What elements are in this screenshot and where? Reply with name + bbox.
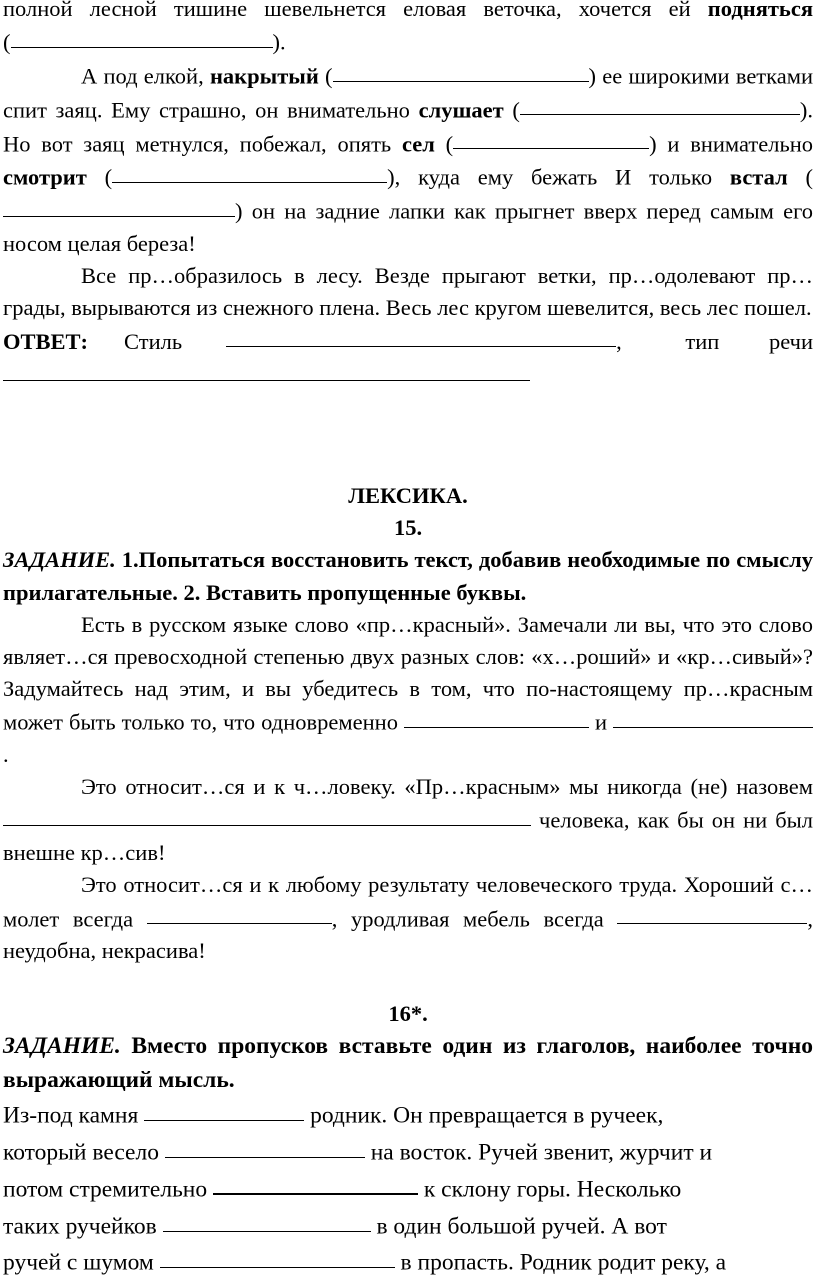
- task-instruction: [3, 544, 813, 608]
- text-run: ручей с шумом: [3, 1250, 160, 1277]
- answer-blank[interactable]: [160, 1242, 395, 1268]
- task-paragraph: [3, 609, 813, 771]
- text-run: .: [3, 742, 9, 768]
- answer-blank[interactable]: [147, 900, 332, 925]
- text-run: (: [318, 63, 333, 89]
- answer-blank[interactable]: [3, 192, 235, 217]
- answer-blank[interactable]: [613, 703, 813, 728]
- text-run: Это относит…ся и к любому результату человеческого труда. Хороший с…молет всегда: [3, 872, 813, 932]
- task-label: ЗАДАНИЕ.: [3, 547, 116, 573]
- task-line: [3, 1097, 813, 1134]
- bold-word: сел: [401, 131, 435, 157]
- task-number: 15.: [393, 515, 423, 541]
- answer-blank[interactable]: [165, 1132, 365, 1158]
- bold-word: подняться: [707, 0, 813, 21]
- task-text: 1.Попытаться восстановить текст, добавив необходимые по смыслу прилагательные. 2. Вставить пропущенные буквы.: [3, 547, 813, 605]
- passage-paragraph: [3, 59, 813, 260]
- text-run: таких ручейков: [3, 1213, 163, 1240]
- answer-line: [3, 358, 813, 392]
- text-run: родник. Он превращается в ручеек,: [304, 1103, 664, 1130]
- text-run: ), куда ему бежать И только: [387, 164, 730, 190]
- answer-blank[interactable]: [404, 703, 589, 728]
- task-paragraph: [3, 771, 813, 869]
- text-run: ) ее широкими ветками спит заяц. Ему страшно, он внимательно: [3, 63, 813, 123]
- passage-line: [3, 25, 813, 59]
- answer-line: [3, 324, 813, 358]
- text-run: , уродливая мебель всегда: [331, 906, 618, 932]
- text-run: Из-под камня: [3, 1103, 145, 1130]
- text-run: в пропасть. Родник родит реку, а: [394, 1250, 727, 1277]
- answer-label: ОТВЕТ:: [3, 329, 89, 355]
- type-answer-blank[interactable]: [3, 356, 530, 381]
- answer-type-label: тип речи: [685, 329, 813, 355]
- text-run: который весело: [3, 1139, 165, 1166]
- passage-line: [3, 0, 813, 25]
- text-run: и: [588, 709, 613, 735]
- text-run: ) он на задние лапки как прыгнет вверх перед самым его носом целая береза!: [3, 198, 813, 256]
- text-run: ).: [272, 29, 286, 55]
- task-line: [3, 1208, 813, 1245]
- answer-blank[interactable]: [163, 1206, 371, 1232]
- task-instruction: [3, 1030, 813, 1098]
- passage-paragraph: Все пр…образилось в лесу. Везде прыгают ветки, пр…одолевают пр…грады, вырываются из снежного плена. Весь лес кругом шевелится, весь лес пошел.: [3, 263, 813, 321]
- answer-blank[interactable]: [11, 23, 273, 48]
- text-run: полной лесной тишине шевельнется еловая веточка, хочется ей: [3, 0, 708, 21]
- text-run: в один большой ручей. А вот: [370, 1213, 667, 1240]
- text-run: А под елкой,: [81, 63, 210, 89]
- answer-blank[interactable]: [520, 91, 800, 116]
- text-run: (: [787, 164, 814, 190]
- task-16: [3, 998, 813, 1281]
- bold-word: смотрит: [3, 164, 87, 190]
- bold-word: встал: [729, 164, 788, 190]
- answer-blank[interactable]: [213, 1168, 418, 1195]
- answer-blank[interactable]: [617, 900, 807, 925]
- answer-style-label: Стиль: [124, 329, 183, 355]
- passage-1: [3, 0, 813, 392]
- text-run: (: [86, 164, 113, 190]
- task-number: 16*.: [388, 1000, 428, 1026]
- text-run: (: [503, 97, 520, 123]
- style-answer-blank[interactable]: [226, 322, 616, 347]
- answer-blank[interactable]: [333, 57, 589, 82]
- bold-word: слушает: [418, 97, 504, 123]
- text-run: потом стремительно: [3, 1177, 213, 1204]
- text-run: на восток. Ручей звенит, журчит и: [364, 1139, 713, 1166]
- answer-blank[interactable]: [453, 125, 649, 150]
- task-paragraph: [3, 869, 813, 967]
- text-run: Есть в русском языке слово «пр…красный». Замечали ли вы, что это слово являет…ся превосходной степенью двух разных слов: «х…роший» и «кр…сивый»? Задумайтесь над этим, и вы убедитесь в том, что по-настоящему пр…красным может быть только то, что одновременно: [3, 611, 813, 735]
- task-label: ЗАДАНИЕ.: [3, 1032, 121, 1059]
- text-run: Это относит…ся и к ч…ловеку. «Пр…красным» мы никогда (не) назовем: [81, 774, 813, 800]
- text-run: (: [3, 29, 11, 55]
- text-run: человека, как бы он ни был внешне кр…сив!: [3, 808, 813, 866]
- task-line: [3, 1170, 813, 1208]
- text-run: (: [434, 131, 454, 157]
- task-line: [3, 1244, 813, 1281]
- text-run: ,: [616, 329, 622, 355]
- answer-blank[interactable]: [3, 801, 531, 826]
- answer-blank[interactable]: [144, 1095, 304, 1121]
- answer-blank[interactable]: [112, 158, 387, 183]
- text-run: , неудобна, некрасива!: [3, 906, 813, 964]
- section-lexika: [3, 480, 813, 967]
- task-line: [3, 1134, 813, 1171]
- text-run: ) и внимательно: [649, 131, 814, 157]
- text-run: к склону горы. Несколько: [418, 1177, 682, 1204]
- task-text: Вместо пропусков вставьте один из глаголов, наиболее точно выражающий мысль.: [3, 1032, 813, 1093]
- section-title: ЛЕКСИКА.: [348, 483, 468, 509]
- text-run: ). Но вот заяц метнулся, побежал, опять: [3, 97, 813, 157]
- bold-word: накрытый: [209, 63, 319, 89]
